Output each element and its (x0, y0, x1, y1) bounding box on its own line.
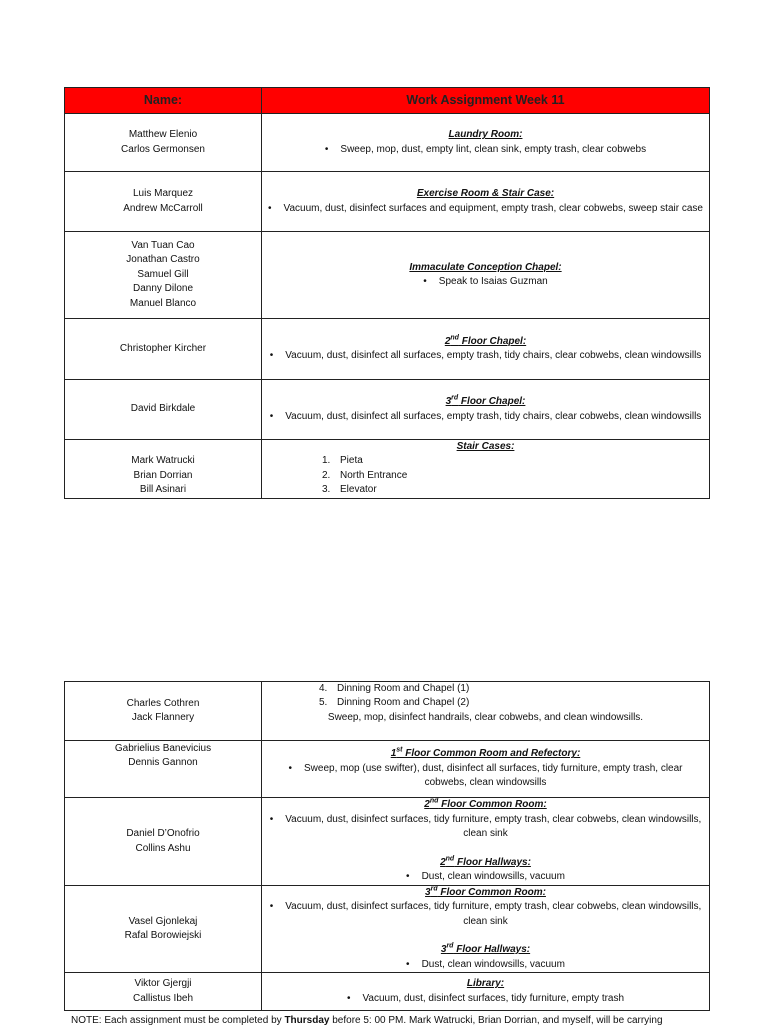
person-name: Rafal Borowiejski (124, 930, 202, 942)
table-row (65, 380, 710, 440)
person-name: Brian Dorrian (133, 469, 193, 481)
area-title: Stair Cases: (456, 441, 515, 452)
names-cell (65, 172, 262, 232)
person-name: Jack Flannery (131, 712, 195, 723)
person-name: Daniel D’Onofrio (126, 828, 200, 840)
person-name: Luis Marquez (132, 188, 194, 200)
area-title: 2nd Floor Chapel: (444, 334, 527, 347)
task-cell (262, 440, 710, 499)
area-title: 3rd Floor Hallways: (440, 942, 531, 956)
task-bullet: • Vacuum, dust, disinfect surfaces, tidy furniture, empty trash, clear cobwebs, clean windowsills, clean sink (266, 900, 705, 929)
task-cell (262, 886, 710, 973)
area-title: Immaculate Conception Chapel: (409, 261, 562, 273)
task-bullet: • Vacuum, dust, disinfect surfaces, tidy furniture, empty trash, clear cobwebs, clean windowsills, clean sink (266, 813, 705, 842)
area-title: 1st Floor Common Room and Refectory: (390, 747, 581, 760)
table-row (65, 682, 710, 741)
person-name: Jonathan Castro (126, 254, 200, 266)
names-cell (65, 682, 262, 741)
header-row (65, 88, 710, 114)
person-name: Dennis Gannon (128, 757, 198, 769)
names-cell (65, 741, 262, 798)
task-bullet: • Sweep, mop, dust, empty lint, clean sink, empty trash, clear cobwebs (266, 143, 705, 157)
area-title: 3rd Floor Common Room: (425, 885, 546, 898)
task-bullet: • Dust, clean windowsills, vacuum (266, 958, 705, 972)
name-column-header: Name: (65, 88, 262, 114)
task-bullet: • Vacuum, dust, disinfect all surfaces, empty trash, tidy chairs, clear cobwebs, clean windowsills (266, 349, 705, 363)
person-name: Charles Cothren (126, 697, 200, 709)
table-row (65, 319, 710, 380)
person-name: Bill Asinari (139, 484, 187, 496)
task-text: Sweep, mop, disinfect handrails, clear cobwebs, and clean windowsills. (327, 711, 644, 723)
table-row (65, 232, 710, 319)
names-cell (65, 973, 262, 1011)
deadline-day: Thursday (284, 1015, 330, 1026)
task-cell (262, 973, 710, 1011)
names-cell (65, 886, 262, 973)
table-row (65, 114, 710, 172)
person-name: Manuel Blanco (129, 297, 197, 309)
person-name: Gabrielius Banevicius (114, 743, 212, 754)
table-row (65, 172, 710, 232)
assignment-table-1 (64, 87, 710, 499)
area-title: 2nd Floor Common Room: (424, 798, 547, 811)
person-name: Van Tuan Cao (131, 239, 195, 251)
person-name: Samuel Gill (137, 268, 189, 280)
task-cell (262, 172, 710, 232)
numbered-item: 2. North Entrance (322, 469, 408, 481)
task-cell (262, 114, 710, 172)
person-name: Carlos Germonsen (121, 143, 205, 155)
table-row (65, 741, 710, 798)
table-row (65, 798, 710, 886)
table-row (65, 973, 710, 1011)
footer-note: NOTE: Each assignment must be completed by Thursday before 5: 00 PM. Mark Watrucki, Brian Dorrian, and myself, will be carrying (71, 1015, 663, 1026)
person-name: Callistus Ibeh (132, 992, 194, 1004)
names-cell (65, 798, 262, 886)
task-bullet: • Vacuum, dust, disinfect all surfaces, empty trash, tidy chairs, clear cobwebs, clean windowsills (266, 410, 705, 424)
task-cell (262, 380, 710, 440)
names-cell (65, 114, 262, 172)
names-cell (65, 440, 262, 499)
person-name: Vasel Gjonlekaj (128, 915, 198, 927)
person-name: Christopher Kircher (119, 342, 207, 354)
names-cell (65, 380, 262, 440)
area-title: Library: (466, 978, 505, 990)
numbered-item: 5. Dinning Room and Chapel (2) (319, 697, 470, 709)
task-cell (262, 232, 710, 319)
numbered-item: 3. Elevator (322, 484, 377, 496)
person-name: Mark Watrucki (131, 455, 195, 467)
assignment-table-2 (64, 681, 710, 1011)
numbered-item: 4. Dinning Room and Chapel (1) (319, 683, 470, 694)
area-title: 3rd Floor Chapel: (445, 394, 526, 408)
area-title: 2nd Floor Hallways: (440, 855, 531, 868)
task-cell (262, 319, 710, 380)
person-name: Collins Ashu (135, 842, 191, 854)
table-row (65, 886, 710, 973)
task-bullet: • Vacuum, dust, disinfect surfaces and equipment, empty trash, clear cobwebs, sweep stair case (266, 202, 705, 216)
task-bullet: • Vacuum, dust, disinfect surfaces, tidy furniture, empty trash (266, 992, 705, 1006)
person-name: David Birkdale (130, 403, 196, 415)
task-bullet: • Speak to Isaias Guzman (266, 275, 705, 289)
area-title: Laundry Room: (448, 129, 523, 141)
area-title: Exercise Room & Stair Case: (416, 188, 555, 200)
names-cell (65, 319, 262, 380)
numbered-item: 1. Pieta (322, 455, 363, 467)
names-cell (65, 232, 262, 319)
person-name: Andrew McCarroll (123, 202, 203, 214)
assignment-column-header: Work Assignment Week 11 (262, 88, 710, 114)
person-name: Viktor Gjergji (134, 978, 192, 990)
task-cell (262, 741, 710, 798)
person-name: Matthew Elenio (128, 129, 198, 141)
task-cell (262, 682, 710, 741)
task-bullet: • Sweep, mop (use swifter), dust, disinfect all surfaces, tidy furniture, empty trash, clear cobwebs, clean windowsills (266, 762, 705, 791)
person-name: Danny Dilone (132, 283, 194, 295)
task-cell (262, 798, 710, 886)
table-row (65, 440, 710, 499)
task-bullet: • Dust, clean windowsills, vacuum (266, 870, 705, 884)
